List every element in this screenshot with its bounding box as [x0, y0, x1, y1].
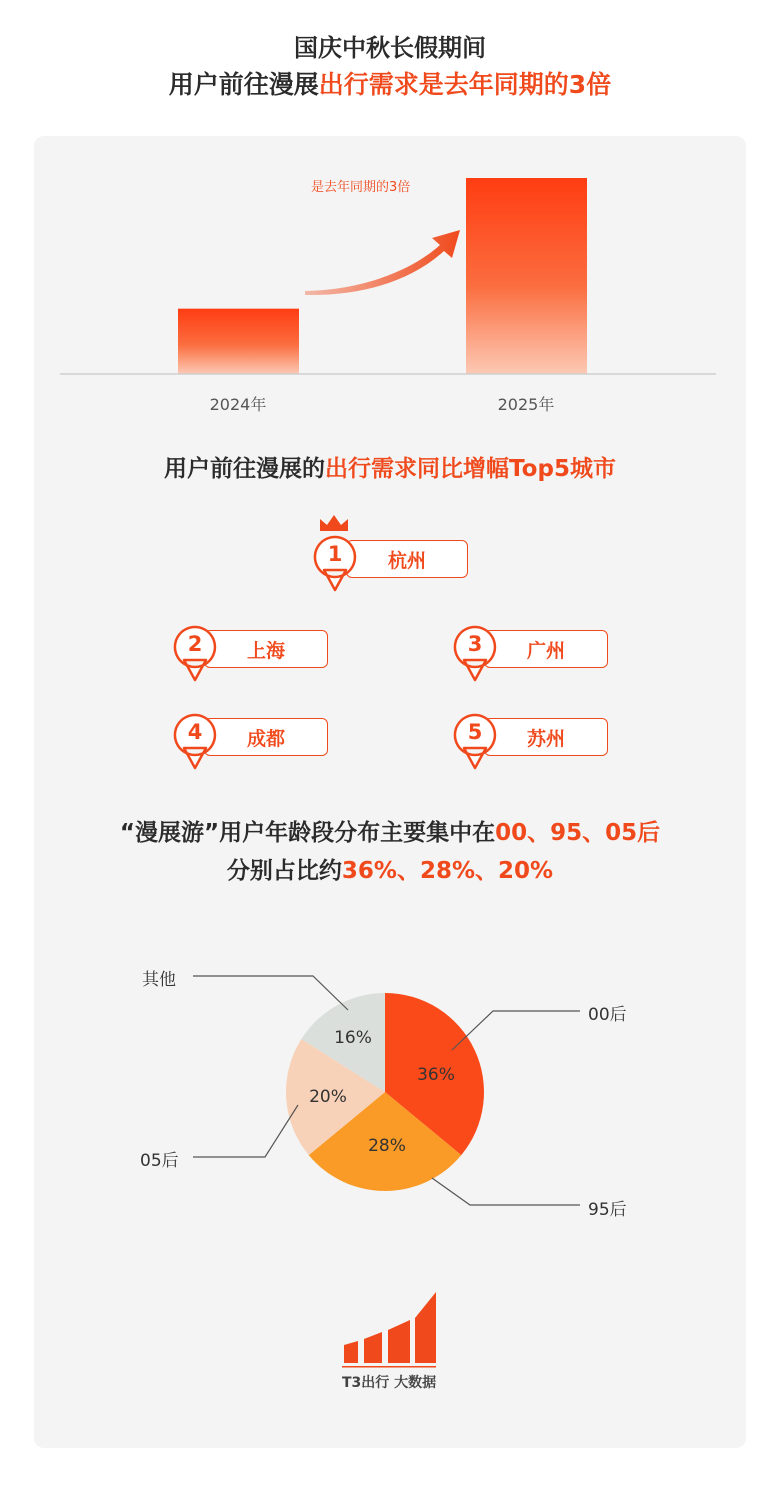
- rank-city-box: [204, 630, 328, 668]
- page-title-line1: 国庆中秋长假期间: [294, 34, 486, 62]
- x-tick-2024: 2024年: [209, 395, 267, 414]
- pie-pct-05: 20%: [309, 1087, 347, 1107]
- rank-number: 4: [187, 720, 203, 744]
- leader-line-95: [432, 1178, 580, 1205]
- rank-city: 杭州: [387, 549, 426, 572]
- pie-pct-00: 36%: [417, 1065, 455, 1085]
- age-title-line1: [0, 814, 780, 847]
- logo-mark: [342, 1292, 436, 1368]
- pie-pct-other: 16%: [334, 1028, 372, 1048]
- bar-0: [178, 309, 299, 374]
- ranking-title-highlight: 出行需求同比增幅Top5城市: [325, 456, 616, 482]
- rank-number: 3: [467, 632, 483, 656]
- rank-city-box: [484, 630, 608, 668]
- rank-number: 2: [187, 632, 203, 656]
- rank-city-box: [484, 718, 608, 756]
- age-title-prefix: “漫展游”用户年龄段分布主要集中在: [119, 820, 496, 846]
- age-subtitle-highlight: 36%、28%、20%: [341, 858, 554, 884]
- rank-pin-icon: [172, 712, 218, 772]
- pie-label-95: 95后: [588, 1200, 627, 1220]
- pie-pct-95: 28%: [368, 1136, 406, 1156]
- rank-pin-icon: [172, 624, 218, 684]
- leader-line-other: [193, 976, 348, 1010]
- ranking-title-prefix: 用户前往漫展的: [164, 456, 326, 482]
- rank-city: 成都: [246, 727, 285, 750]
- x-tick-2025: 2025年: [497, 395, 555, 414]
- rank-city-box: [346, 540, 468, 578]
- rank-pin-icon: [452, 712, 498, 772]
- bar-chart: [178, 178, 587, 374]
- bar-annotation: 是去年同期的3倍: [311, 180, 411, 195]
- growth-arrow: [305, 230, 460, 295]
- rank-city: 上海: [246, 639, 285, 662]
- rank-city-box: [204, 718, 328, 756]
- ranking-title: [0, 450, 780, 483]
- pie-label-00: 00后: [588, 1005, 627, 1025]
- rank-number: 1: [327, 542, 343, 566]
- rank-city: 苏州: [526, 727, 565, 750]
- bar-1: [466, 178, 587, 374]
- title-prefix: 用户前往漫展: [168, 70, 319, 99]
- rank-number: 5: [467, 720, 483, 744]
- age-title-highlight: 00、95、05后: [495, 820, 661, 846]
- rank-city: 广州: [526, 639, 565, 662]
- rank-pin-icon: [452, 624, 498, 684]
- pie-label-05: 05后: [140, 1151, 179, 1171]
- age-subtitle-prefix: 分别占比约: [226, 858, 342, 884]
- leader-line-05: [193, 1105, 298, 1157]
- title-highlight: 出行需求是去年同期的3倍: [318, 70, 612, 99]
- rank-pin-icon: [312, 534, 358, 594]
- logo-text: T3出行 大数据: [342, 1375, 437, 1391]
- pie-label-other: 其他: [142, 970, 176, 990]
- rank-crown-icon: [318, 514, 350, 536]
- age-title-line2: [0, 852, 780, 885]
